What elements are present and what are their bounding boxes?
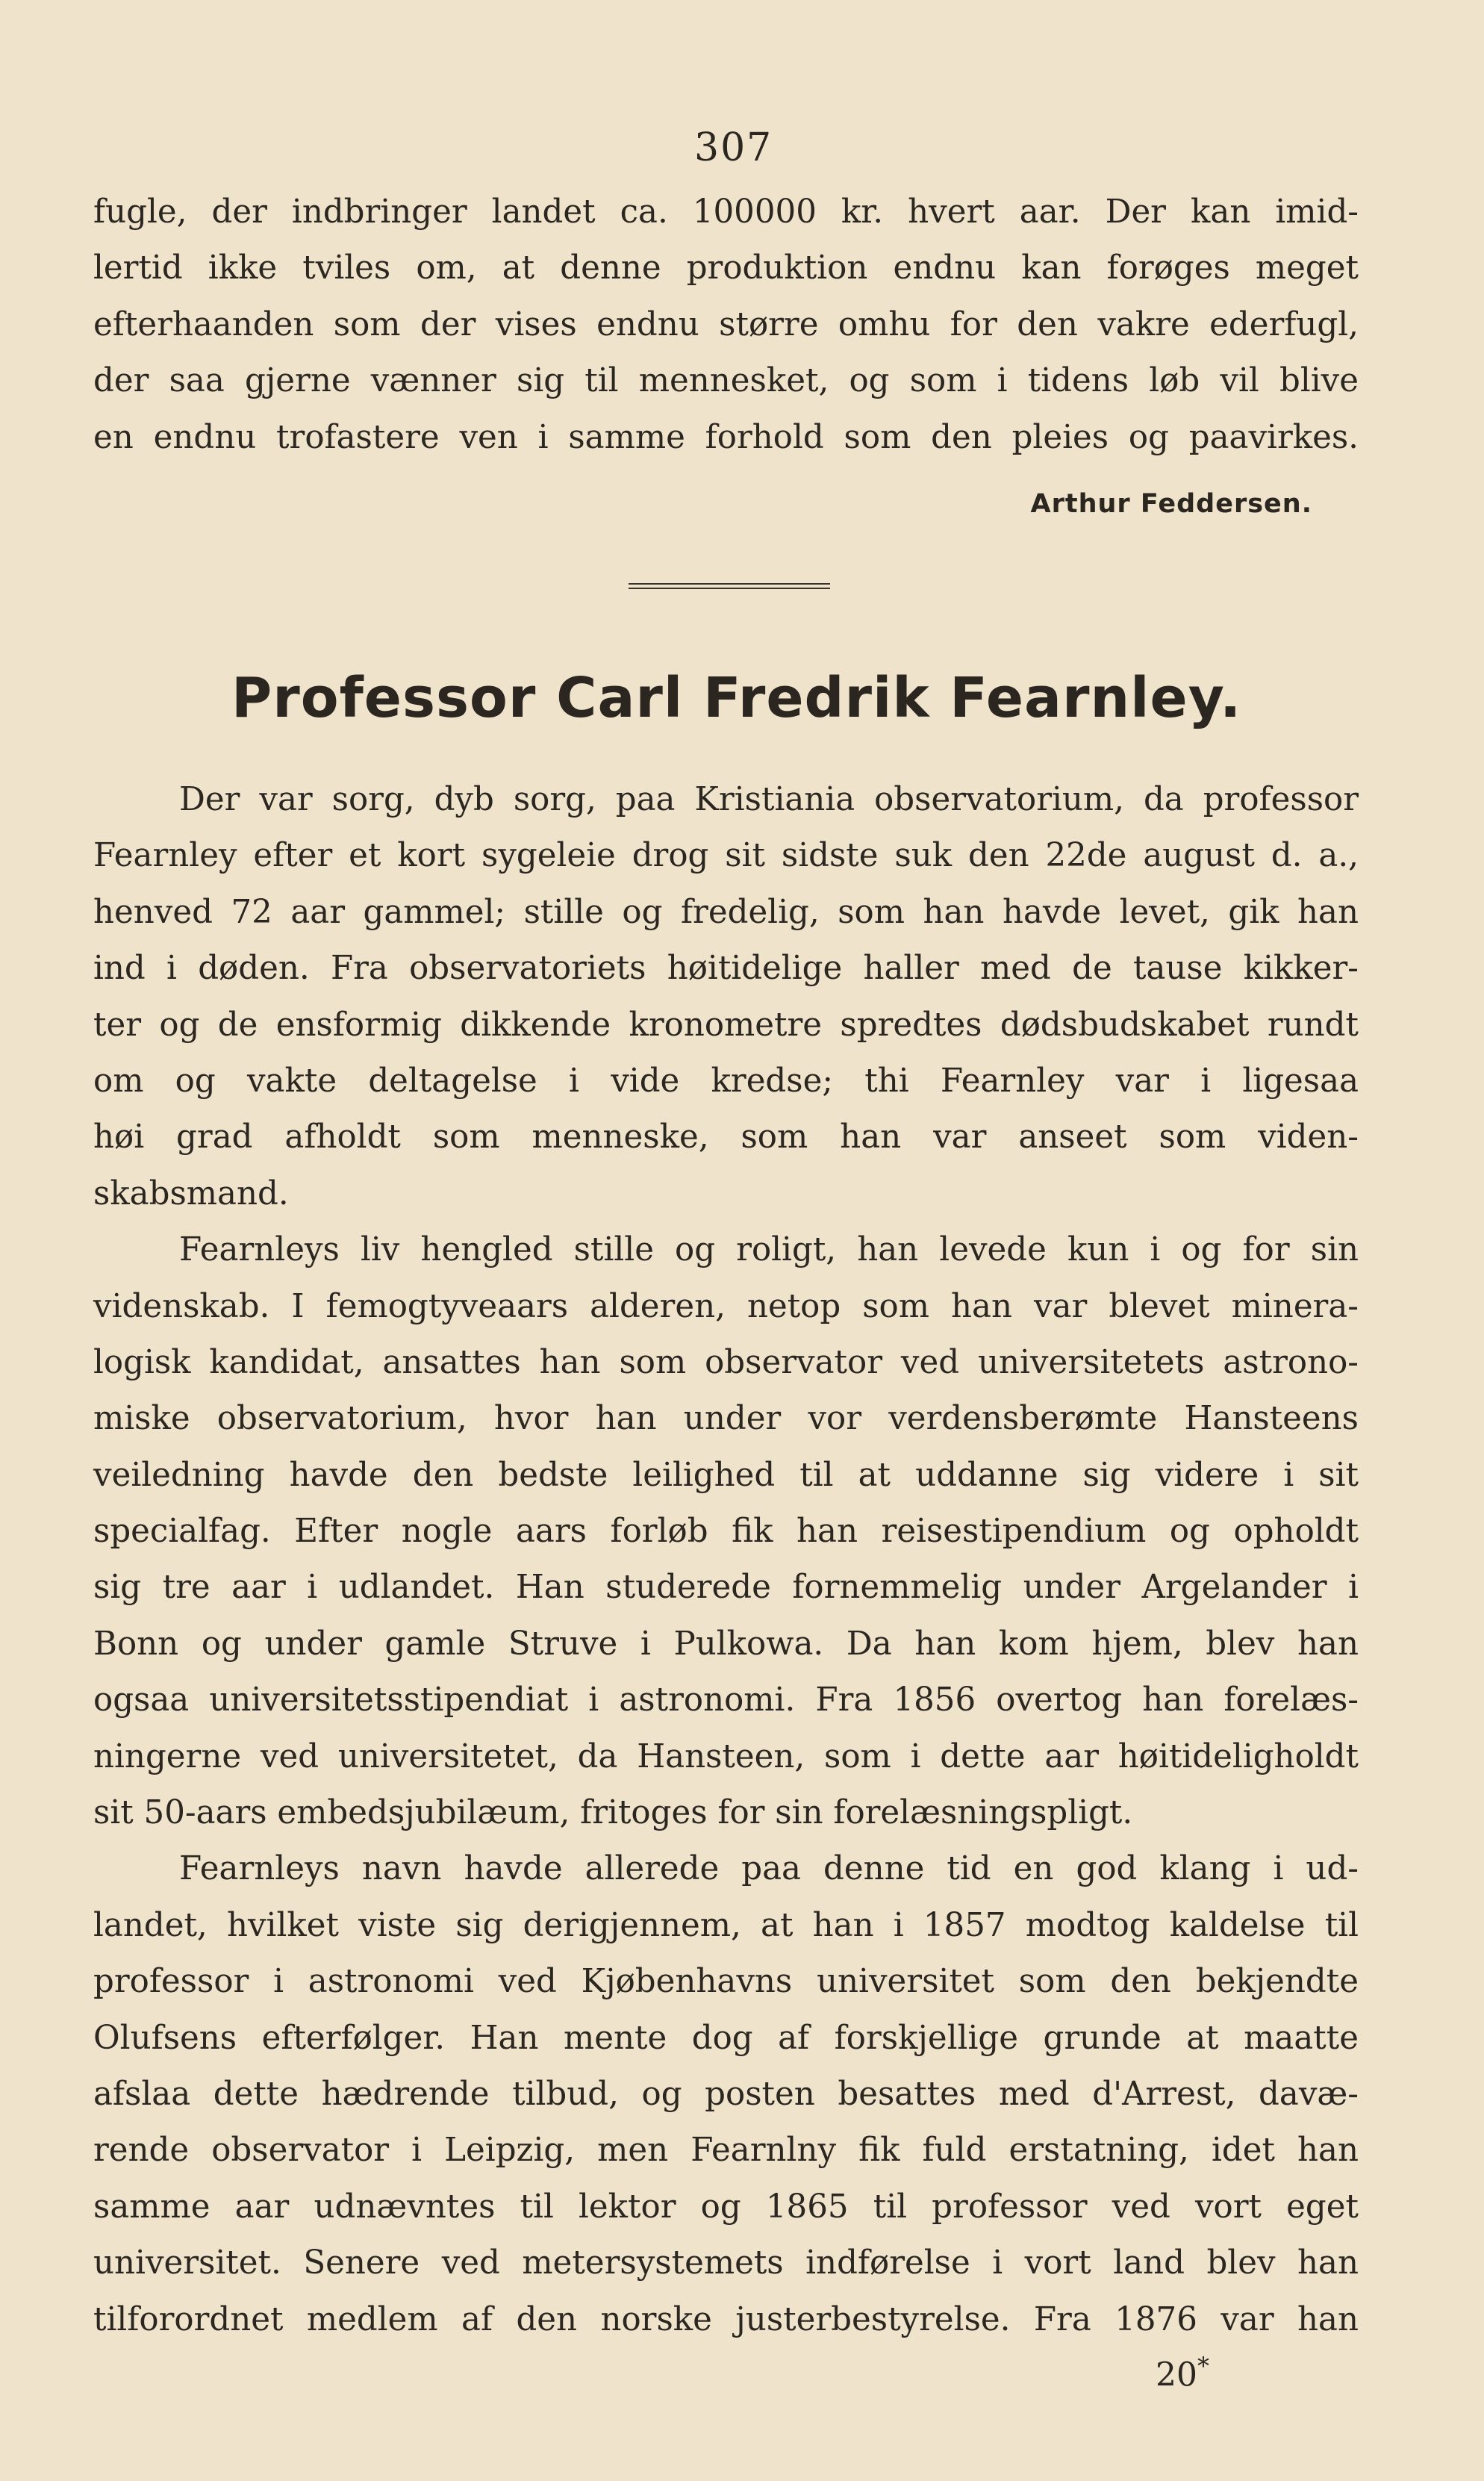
signature-mark xyxy=(1156,2352,1209,2394)
text-line: efterhaanden som der vises endnu større omhu for den vakre ederfugl, xyxy=(93,305,1359,343)
top-paragraph xyxy=(93,184,1359,466)
text-line: om og vakte deltagelse i vide kredse; thi Fearnley var i ligesaa xyxy=(93,1062,1359,1100)
text-line: ind i døden. Fra observatoriets høitidelige haller med de tause kikker- xyxy=(93,950,1359,988)
text-line: specialfag. Efter nogle aars forløb fik han reisestipendium og opholdt xyxy=(93,1513,1359,1551)
signature-mark-star: * xyxy=(1197,2352,1209,2380)
text-line: der saa gjerne vænner sig til mennesket, og som i tidens løb vil blive xyxy=(93,362,1359,400)
text-line: rende observator i Leipzig, men Fearnlny fik fuld erstatning, idet han xyxy=(93,2132,1359,2170)
text-line: ningerne ved universitetet, da Hansteen, som i dette aar høitideligholdt xyxy=(93,1737,1359,1775)
text-line: fugle, der indbringer landet ca. 100000 kr. hvert aar. Der kan imid- xyxy=(93,193,1359,231)
text-line: landet, hvilket viste sig derigjennem, at han i 1857 modtog kaldelse til xyxy=(93,1906,1359,1944)
text-line: Der var sorg, dyb sorg, paa Kristiania observatorium, da professor xyxy=(179,781,1359,818)
text-line: sig tre aar i udlandet. Han studerede fornemmelig under Argelander i xyxy=(93,1569,1359,1607)
article-body xyxy=(93,772,1359,2348)
section-divider xyxy=(629,583,830,589)
article-heading: Professor Carl Fredrik Fearnley. xyxy=(231,666,1242,730)
author-signature: Arthur Feddersen. xyxy=(1030,489,1312,519)
text-line: sit 50-aars embedsjubilæum, fritoges for sin forelæsningspligt. xyxy=(93,1794,1133,1832)
text-line: høi grad afholdt som menneske, som han var anseet som viden- xyxy=(93,1118,1359,1157)
text-line: universitet. Senere ved metersystemets indførelse i vort land blev han xyxy=(93,2244,1359,2282)
page-number: 307 xyxy=(694,125,773,170)
text-line: en endnu trofastere ven i samme forhold som den pleies og paavirkes. xyxy=(93,418,1359,456)
text-line: ogsaa universitetsstipendiat i astronomi. Fra 1856 overtog han forelæs- xyxy=(93,1681,1359,1719)
text-line: ter og de ensformig dikkende kronometre spredtes dødsbudskabet rundt xyxy=(93,1006,1359,1044)
text-line: henved 72 aar gammel; stille og fredelig, som han havde levet, gik han xyxy=(93,893,1359,931)
signature-mark-number: 20 xyxy=(1156,2356,1197,2394)
text-line: veiledning havde den bedste leilighed til at uddanne sig videre i sit xyxy=(93,1456,1359,1494)
text-line: logisk kandidat, ansattes han som observator ved universitetets astrono- xyxy=(93,1343,1359,1381)
text-line: professor i astronomi ved Kjøbenhavns universitet som den bekjendte xyxy=(93,1963,1359,2001)
text-line: Fearnleys navn havde allerede paa denne tid en god klang i ud- xyxy=(179,1850,1359,1888)
text-line: tilforordnet medlem af den norske justerbestyrelse. Fra 1876 var han xyxy=(93,2300,1359,2338)
text-line: miske observatorium, hvor han under vor verdensberømte Hansteens xyxy=(93,1400,1359,1438)
text-line: videnskab. I femogtyveaars alderen, netop som han var blevet minera- xyxy=(93,1287,1359,1325)
text-line: lertid ikke tviles om, at denne produktion endnu kan forøges meget xyxy=(93,249,1359,287)
text-line: Bonn og under gamle Struve i Pulkowa. Da han kom hjem, blev han xyxy=(93,1625,1359,1663)
text-line: Olufsens efterfølger. Han mente dog af forskjellige grunde at maatte xyxy=(93,2019,1359,2057)
text-line: afslaa dette hædrende tilbud, og posten besattes med d'Arrest, davæ- xyxy=(93,2075,1359,2113)
text-line: samme aar udnævntes til lektor og 1865 til professor ved vort eget xyxy=(93,2188,1359,2226)
text-line: skabsmand. xyxy=(93,1174,289,1213)
text-line: Fearnley efter et kort sygeleie drog sit sidste suk den 22de august d. a., xyxy=(93,837,1359,875)
text-line: Fearnleys liv hengled stille og roligt, han levede kun i og for sin xyxy=(179,1231,1359,1269)
